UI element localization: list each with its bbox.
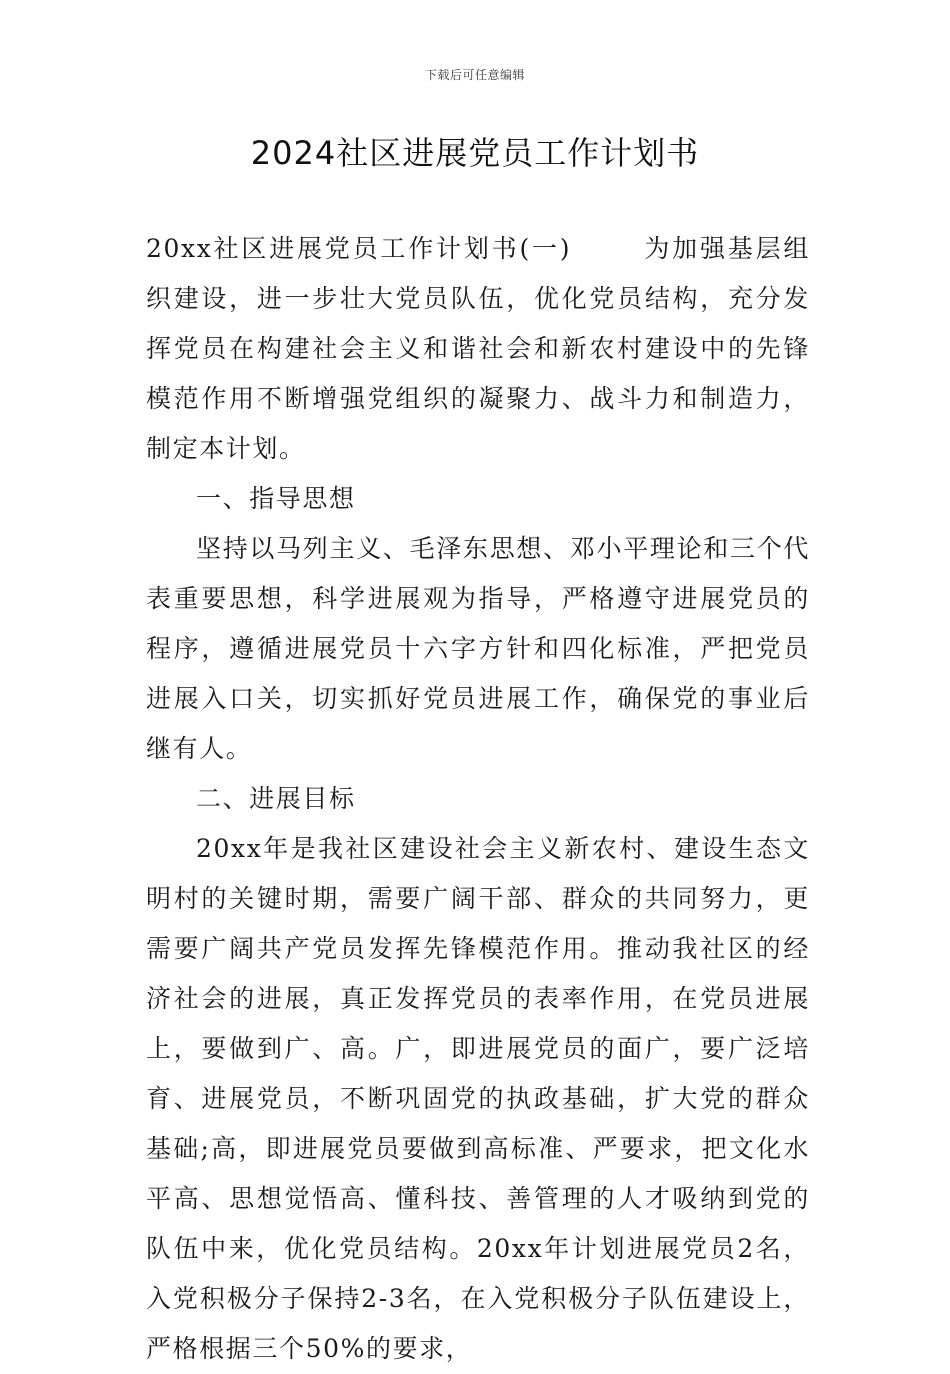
section-paragraph-1: 坚持以马列主义、毛泽东思想、邓小平理论和三个代表重要思想，科学进展观为指导，严格遵守进展党员的程序，遵循进展党员十六字方针和四化标准，严把党员进展入口关，切实抓好党员进展工作，确保党的事业后继有人。 — [146, 534, 810, 763]
page-title: 2024社区进展党员工作计划书 — [250, 134, 700, 172]
section-heading-1: 一、指导思想 — [196, 484, 356, 513]
intro-text: 为加强基层组织建设，进一步壮大党员队伍，优化党员结构，充分发挥党员在构建社会主义和谐社会和新农村建设中的先锋模范作用不断增强党组织的凝聚力、战斗力和制造力，制定本计划。 — [146, 234, 810, 463]
section-heading-2: 二、进展目标 — [196, 784, 356, 813]
section-paragraph-2: 20xx年是我社区建设社会主义新农村、建设生态文明村的关键时期，需要广阔干部、群众的共同努力，更需要广阔共产党员发挥先锋模范作用。推动我社区的经济社会的进展，真正发挥党员的表率作用，在党员进展上，要做到广、高。广，即进展党员的面广，要广泛培育、进展党员，不断巩固党的执政基础，扩大党的群众基础;高，即进展党员要做到高标准、严要求，把文化水平高、思想觉悟高、懂科技、善管理的人才吸纳到党的队伍中来，优化党员结构。20xx年计划进展党员2名，入党积极分子保持2-3名，在入党积极分子队伍建设上，严格根据三个50%的要求， — [146, 834, 810, 1363]
document-body — [146, 224, 810, 1374]
intro-subtitle: 20xx社区进展党员工作计划书(一) — [146, 234, 572, 263]
header-note: 下载后可任意编辑 — [424, 68, 525, 82]
intro-paragraph — [146, 224, 810, 474]
